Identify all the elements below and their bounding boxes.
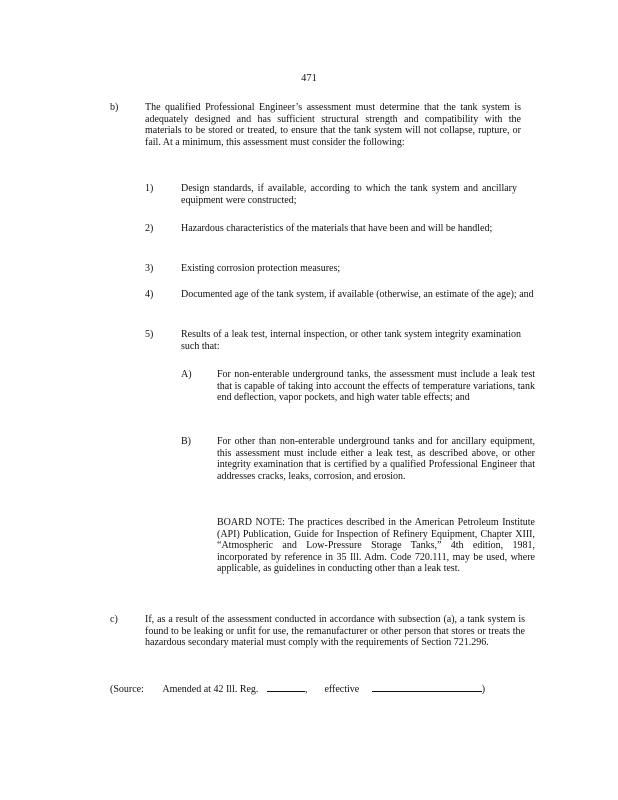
subsubitem-label-B: B) (181, 436, 191, 447)
board-note: BOARD NOTE: The practices described in the American Petroleum Institute (API) Publication, Guide for Inspection of Refinery Equipment, Chapter XIII, “Atmospheric and Low-Pressure Storage Tanks,” 4th edition, 1981, incorporated by reference in 35 Ill. Adm. Code 720.111, may be used, where applicable, as guidelines in conducting other than a leak test. (217, 517, 535, 575)
subitem-text-5: Results of a leak test, internal inspection, or other tank system integrity examination such that: (181, 329, 521, 352)
subitem-label-2: 2) (145, 223, 154, 234)
subitem-label-3: 3) (145, 263, 154, 274)
item-label-c: c) (110, 614, 118, 625)
subitem-label-1: 1) (145, 183, 154, 194)
source-amended: Amended at 42 Ill. Reg. (162, 684, 259, 695)
subsubitem-label-A: A) (181, 369, 192, 380)
register-blank (267, 682, 305, 692)
page-number: 471 (301, 73, 317, 84)
subitem-label-4: 4) (145, 289, 154, 300)
subsubitem-text-B: For other than non-enterable underground tanks and for ancillary equipment, this assessment must include either a leak test, as described above, or other integrity examination that is certified by a qualified Professional Engineer that addresses cracks, leaks, corrosion, and erosion. (217, 436, 535, 482)
source-effective: effective (324, 684, 360, 695)
item-text-c: If, as a result of the assessment conducted in accordance with subsection (a), a tank system is found to be leaking or unfit for use, the remanufacturer or other person that stores or treats the hazardous secondary material must comply with the requirements of Section 721.296. (145, 614, 525, 649)
source-close: ) (481, 684, 486, 695)
item-text-b: The qualified Professional Engineer’s assessment must determine that the tank system is adequately designed and has sufficient structural strength and compatibility with the materials to be stored or treated, to ensure that the tank system will not collapse, rupture, or fail. At a minimum, this assessment must consider the following: (145, 102, 521, 148)
source-note (110, 682, 530, 696)
source-comma: , (304, 684, 308, 695)
source-open: (Source: (110, 684, 144, 695)
subsubitem-text-A: For non-enterable underground tanks, the assessment must include a leak test that is capable of taking into account the effects of temperature variations, tank end deflection, vapor pockets, and high water table effects; and (217, 369, 535, 404)
item-label-b: b) (110, 102, 119, 113)
subitem-label-5: 5) (145, 329, 154, 340)
effective-date-blank (372, 682, 482, 692)
subitem-text-1: Design standards, if available, according to which the tank system and ancillary equipment were constructed; (181, 183, 517, 206)
subitem-text-2: Hazardous characteristics of the materials that have been and will be handled; (181, 223, 493, 234)
subitem-text-3: Existing corrosion protection measures; (181, 263, 341, 274)
subitem-text-4: Documented age of the tank system, if available (otherwise, an estimate of the age); and (181, 289, 534, 300)
